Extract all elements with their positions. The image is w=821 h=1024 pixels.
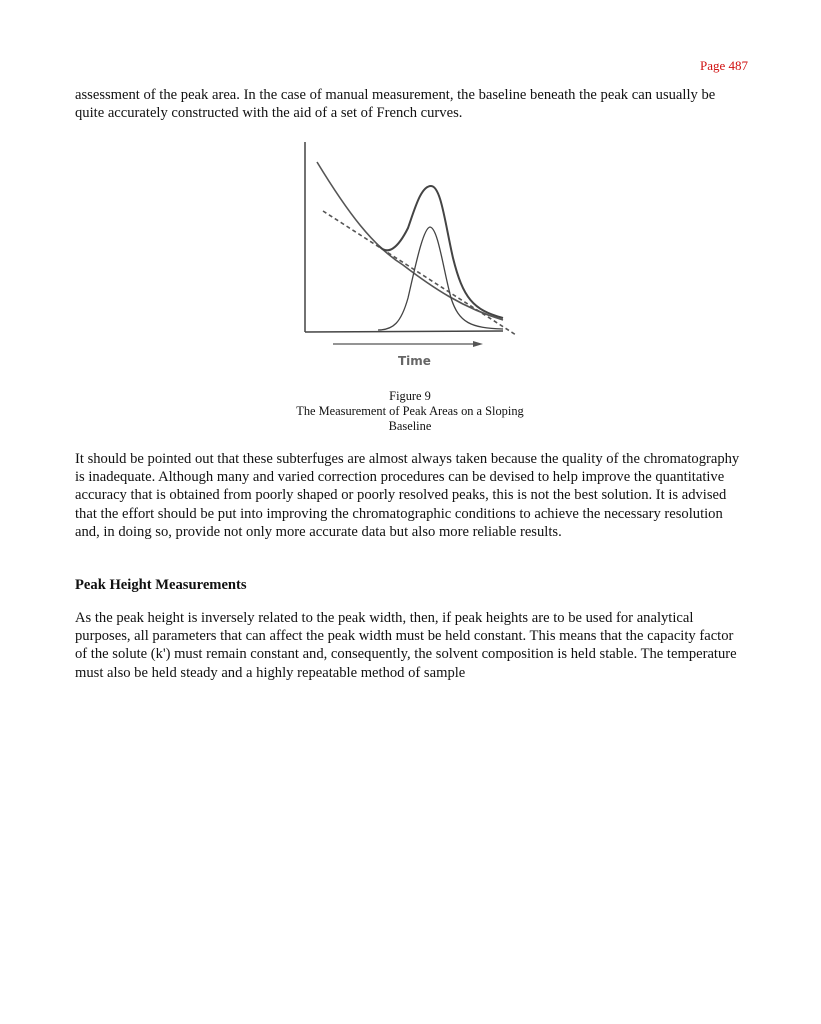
sloping-baseline-curve [317, 162, 503, 320]
figure-caption-title-cont: Baseline [388, 419, 432, 433]
x-axis [305, 331, 503, 332]
paragraph-intro: assessment of the peak area. In the case of manual measurement, the baseline beneath the peak can usually be quite accurately constructed with the aid of a set of French curves. [75, 87, 716, 122]
time-arrow-head [473, 341, 483, 347]
dashed-baseline [323, 211, 516, 335]
figure-caption-title: The Measurement of Peak Areas on a Sloping [296, 404, 524, 418]
time-axis-label: Time [398, 354, 431, 368]
page-number: Page 487 [699, 58, 748, 73]
paragraph-peak-height: As the peak height is inversely related to the peak width, then, if peak heights are to be used for analytical purposes, all parameters that can affect the peak width must be held constant. This means that the capacity factor of the solute (k') must remain constant and, consequently, the solvent composition is held stable. The temperature must also be held steady and a highly repeatable method of sample [75, 610, 737, 681]
figure-caption-number: Figure 9 [389, 389, 431, 403]
section-heading: Peak Height Measurements [75, 577, 247, 593]
paragraph-subterfuges: It should be pointed out that these subterfuges are almost always taken because the quality of the chromatography is inadequate. Although many and varied correction procedures can be devised to help improve the quantitative accuracy that is obtained from poorly shaped or poorly resolved peaks, this is not the best solution. It is advised that the effort should be put into improving the chromatographic conditions to achieve the necessary resolution and, in doing so, provide not only more accurate data but also more reliable results. [75, 451, 740, 540]
figure-chromatogram [293, 138, 533, 374]
